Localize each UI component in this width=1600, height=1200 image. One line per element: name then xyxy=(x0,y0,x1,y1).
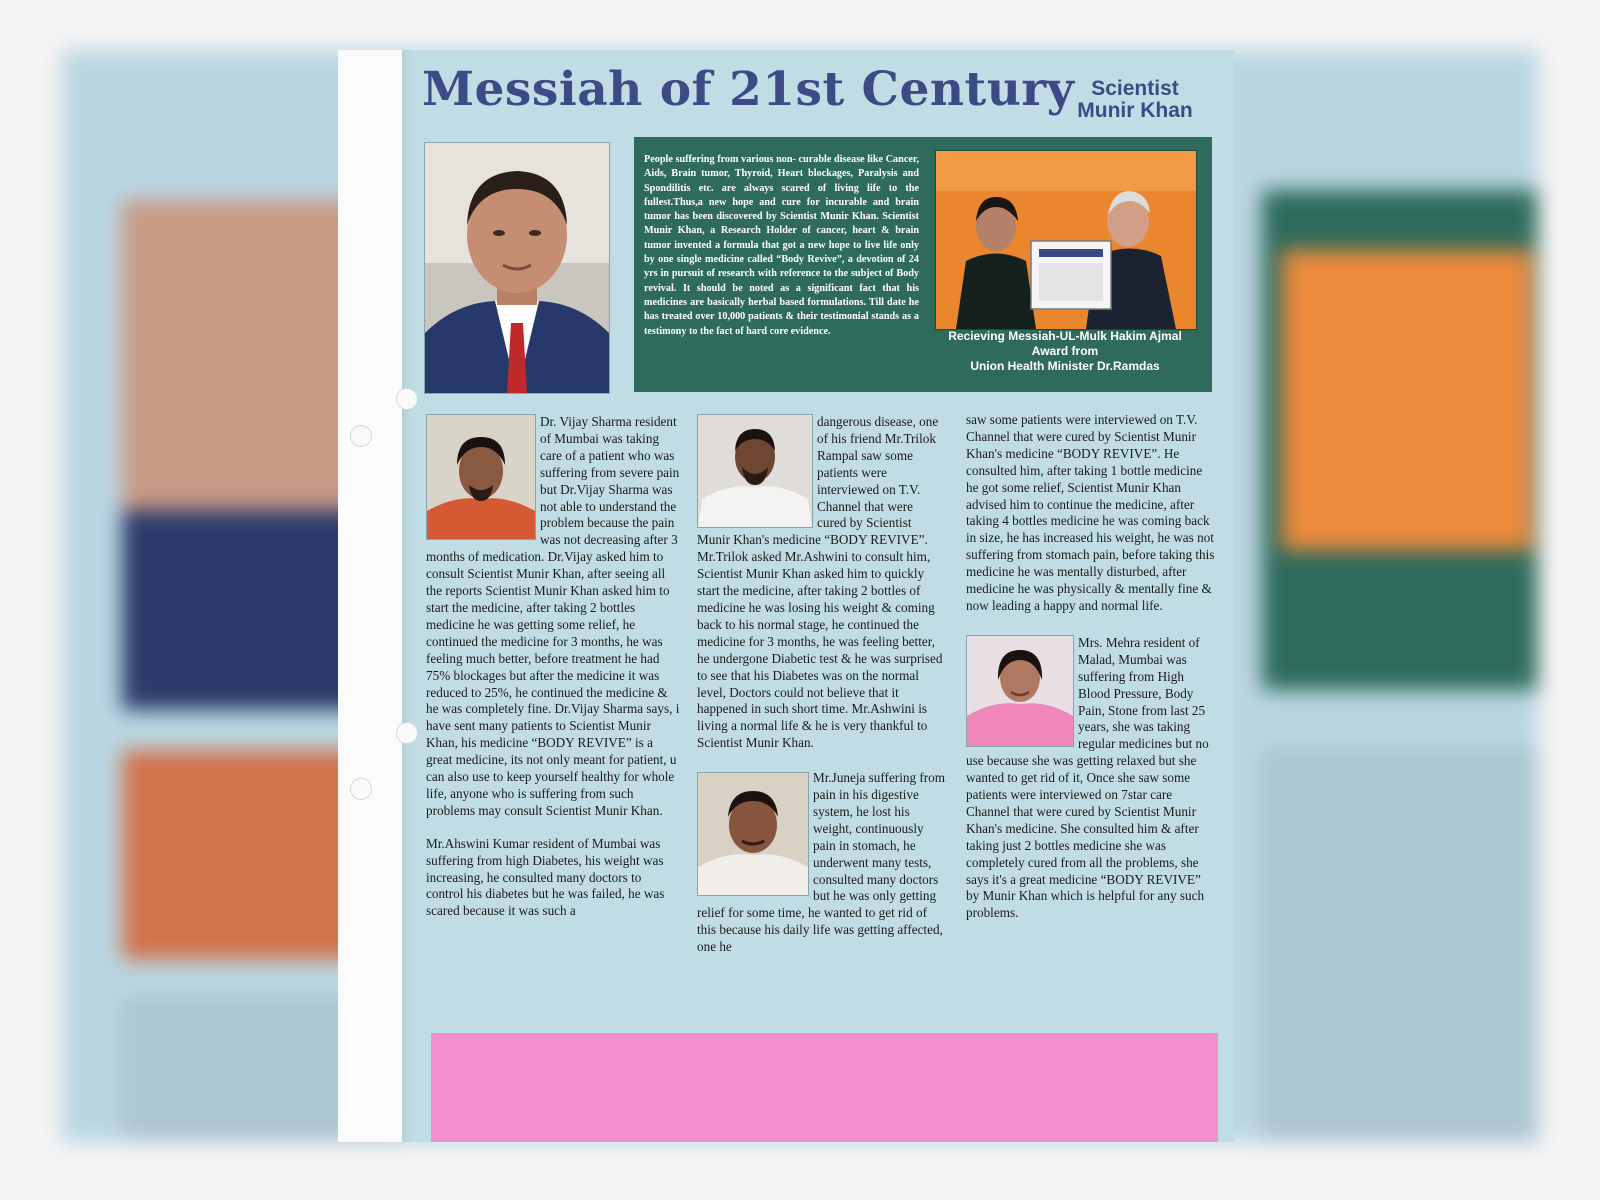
byline-line-1: Scientist xyxy=(1091,77,1179,100)
byline xyxy=(1060,78,1210,122)
paragraph-mehra xyxy=(966,635,1216,922)
paragraph-juneja xyxy=(697,770,945,956)
page-title: Messiah of 21st Century xyxy=(422,62,1075,117)
intro-text: People suffering from various non- curable disease like Cancer, Aids, Brain tumor, Thyroid, Heart blockages, Paralysis and Spondilitis etc. are always scared of living life to the fullest.Thus,a new hope and cure for incurable and brain tumor has been discovered by Scientist Munir Khan. Scientist Munir Khan, a Research Holder of cancer, heart & brain tumor invented a formula that got a new hope to live life only by one single medicine called “Body Revive”, a devotion of 24 yrs in pursuit of research with reference to the subject of Body revival. It should be noted as a significant fact that his medicines are basically herbal based formulations. Till date he has treated over 10,000 patients & their testimonial stands as a testimony to the fact of hard core evidence. xyxy=(644,154,919,337)
award-caption xyxy=(929,329,1201,374)
article-column-3 xyxy=(966,412,1216,922)
portrait-photo xyxy=(424,142,610,394)
intro-box xyxy=(634,137,1212,392)
paragraph-juneja-continued: saw some patients were interviewed on T.V. Channel that were cured by Scientist Munir Khan's medicine “BODY REVIVE”. He consulted him, after taking 1 bottle medicine he got some relief, Scientist Munir Khan advised him to continue the medicine, after taking 4 bottles medicine he was coming back in size, he has increased his weight, he was not suffering from stomach pain, before taking this medicine he was mentally disturbed, after medicine he was physically & mentally fine & now leading a happy and normal life. xyxy=(966,412,1215,613)
paragraph-ashwini-kumar-start: Mr.Ahswini Kumar resident of Mumbai was suffering from high Diabetes, his weight was increasing, he consulted many doctors to control his diabetes but he was failed, he was scared because it was such a xyxy=(426,835,665,919)
caption-line-3: Union Health Minister Dr.Ramdas xyxy=(970,359,1160,373)
pink-advert-block xyxy=(431,1033,1218,1142)
caption-line-2: Award from xyxy=(1031,344,1099,358)
paragraph-vijay-sharma: Dr. Vijay Sharma resident of Mumbai was taking care of a patient who was suffering from severe pain but Dr.Vijay Sharma was not able to understand the problem because the pain was not decreasing after 3 months of medication. Dr.Vijay asked him to consult Scientist Munir Khan, after seeing all the reports Scientist Munir Khan asked him to start the medicine, after taking 2 bottles medicine he was getting some relief, he continued the medicine for 3 months, he was feeling much better, before treatment he had 75% blockages but after the medicine it was reduced to 25%, he continued the medicine & he was completely fine. Dr.Vijay Sharma says, i have sent many patients to Scientist Munir Khan, his medicine “BODY REVIVE” is a great medicine, its not only meant for patient, u can also use to keep yourself healthy for whole life, anyone who is suffering from such problems may consult Scientist Munir Khan. xyxy=(426,414,680,818)
paragraph-juneja-text: Mr.Juneja suffering from pain in his digestive system, he lost his weight, continuously pain in stomach, he underwent many tests, consulted many doctors but he was only getting relief for some time, he wanted to get rid of this because his daily life was getting affected, one he xyxy=(697,770,945,955)
award-photo xyxy=(935,150,1197,330)
article-column-2 xyxy=(697,414,945,956)
caption-line-1: Recieving Messiah-UL-Mulk Hakim Ajmal xyxy=(948,329,1182,343)
article-column-1 xyxy=(426,414,681,920)
paragraph-ashwini-kumar-continued: dangerous disease, one of his friend Mr.Trilok Rampal saw some patients were interviewed on T.V. Channel that were cured by Scientist Munir Khan's medicine “BODY REVIVE”. Mr.Trilok asked Mr.Ashwini to consult him, Scientist Munir Khan asked him to quickly start the medicine, after taking 2 bottles of medicine he was losing his weight & coming back to his normal stage, he continued the medicine for 3 months, he was feeling better, he undergone Diabetic test & he was surprised to see that his Diabetes was on the normal level, Doctors could not believe that it happened in such short time. Mr.Ashwini is living a normal life & he is very thankful to Scientist Munir Khan. xyxy=(697,414,943,751)
paragraph-mehra-text: Mrs. Mehra resident of Malad, Mumbai was suffering from High Blood Pressure, Body Pain, Stone from last 25 years, she was taking regular medicines but no use because she was getting relaxed but she wanted to get rid of it, Once she saw some patients were interviewed on 7star care Channel that were cured by Scientist Munir Khan's medicine. She consulted him & after taking just 2 bottles medicine she was completely cured from all the problems, she says it's a great medicine “BODY REVIVE” by Munir Khan which is helpful for any such problems. xyxy=(966,634,1209,921)
testimonial-photo-mrs-mehra xyxy=(966,635,1074,747)
testimonial-photo-vijay-sharma xyxy=(426,414,536,540)
byline-line-2: Munir Khan xyxy=(1077,99,1193,122)
testimonial-photo-trilok-rampal xyxy=(697,414,813,528)
testimonial-photo-juneja xyxy=(697,772,809,896)
